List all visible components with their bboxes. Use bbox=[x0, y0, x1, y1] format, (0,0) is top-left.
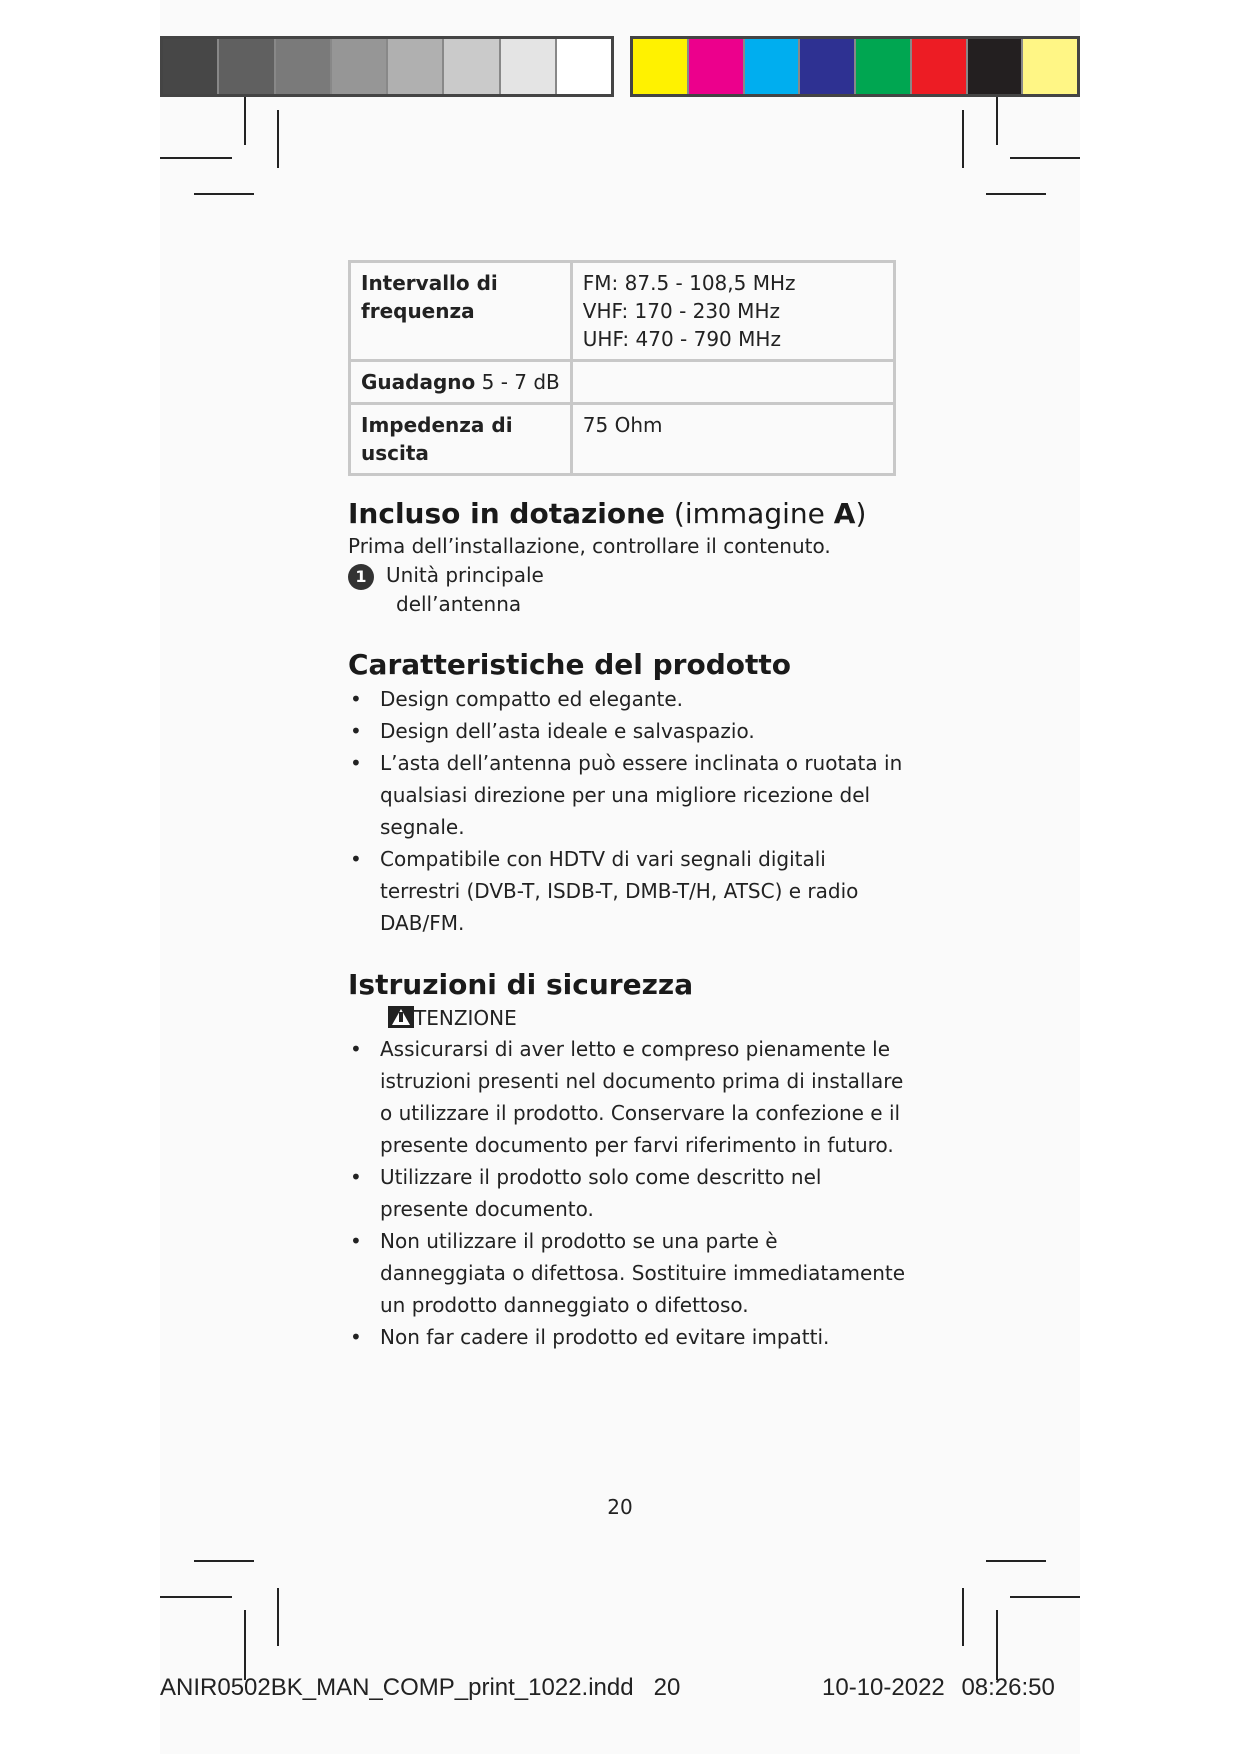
crop-mark bbox=[277, 110, 279, 168]
slug-timestamp bbox=[822, 1674, 1055, 1702]
warning-text: TENZIONE bbox=[414, 1006, 517, 1030]
crop-mark bbox=[194, 193, 254, 195]
features-list bbox=[348, 683, 908, 939]
gray-swatch bbox=[444, 39, 500, 94]
color-swatch bbox=[633, 39, 689, 94]
color-swatch bbox=[689, 39, 745, 94]
crop-mark bbox=[160, 157, 232, 159]
spec-key: Intervallo di frequenza bbox=[350, 262, 572, 361]
crop-mark bbox=[962, 1588, 964, 1646]
crop-mark bbox=[160, 1596, 232, 1598]
list-item: • L’asta dell’antenna può essere inclinata o ruotata in qualsiasi direzione per una migliore ricezione del segnale. bbox=[350, 751, 903, 839]
table-row bbox=[350, 361, 895, 404]
color-swatch bbox=[856, 39, 912, 94]
list-item-text: Utilizzare il prodotto solo come descritto nel presente documento. bbox=[380, 1165, 822, 1221]
slug-date: 10-10-2022 bbox=[822, 1674, 945, 1701]
table-row bbox=[350, 262, 895, 361]
list-item-text: L’asta dell’antenna può essere inclinata o ruotata in qualsiasi direzione per una migliore ricezione del segnale. bbox=[380, 751, 903, 839]
color-swatch bbox=[912, 39, 968, 94]
gray-swatch bbox=[276, 39, 332, 94]
spec-value-line: VHF: 170 - 230 MHz bbox=[582, 299, 780, 323]
crop-mark bbox=[986, 193, 1046, 195]
spec-key bbox=[350, 361, 572, 404]
table-row bbox=[350, 404, 895, 475]
included-heading bbox=[348, 496, 908, 532]
page-number: 20 bbox=[607, 1495, 633, 1519]
spec-key: Impedenza di uscita bbox=[350, 404, 572, 475]
gray-swatch bbox=[332, 39, 388, 94]
slug-filename bbox=[160, 1674, 680, 1702]
crop-mark bbox=[986, 1560, 1046, 1562]
list-item-text: Design compatto ed elegante. bbox=[380, 687, 684, 711]
included-intro: Prima dell’installazione, controllare il contenuto. bbox=[348, 534, 831, 558]
grayscale-color-bar bbox=[160, 36, 614, 97]
crop-mark bbox=[1010, 1596, 1080, 1598]
color-swatch bbox=[1023, 39, 1077, 94]
process-color-bar bbox=[630, 36, 1080, 97]
warning-label bbox=[388, 1003, 908, 1033]
crop-mark bbox=[962, 110, 964, 168]
safety-heading: Istruzioni di sicurezza bbox=[348, 968, 694, 1001]
included-title-paren: (immagine bbox=[665, 497, 834, 530]
gray-swatch bbox=[219, 39, 275, 94]
list-item: • Non far cadere il prodotto ed evitare impatti. bbox=[350, 1325, 830, 1349]
spec-key-value: 5 - 7 dB bbox=[475, 370, 560, 394]
list-item: • Assicurarsi di aver letto e compreso pienamente le istruzioni presenti nel documento prima di installare o utilizzare il prodotto. Conservare la confezione e il presente documento per farvi riferimento in futuro. bbox=[350, 1037, 904, 1157]
color-swatch bbox=[800, 39, 856, 94]
list-item-text: Assicurarsi di aver letto e compreso pienamente le istruzioni presenti nel documento prima di installare o utilizzare il prodotto. Conservare la confezione e il presente documento per farvi riferimento in futuro. bbox=[380, 1037, 904, 1157]
list-item-text: Design dell’asta ideale e salvaspazio. bbox=[380, 719, 755, 743]
included-title: Incluso in dotazione bbox=[348, 497, 666, 530]
crop-mark bbox=[1010, 157, 1080, 159]
included-item bbox=[348, 561, 908, 590]
spec-key-label: Guadagno bbox=[361, 370, 476, 394]
crop-mark bbox=[277, 1588, 279, 1646]
gray-swatch bbox=[163, 39, 219, 94]
color-swatch bbox=[745, 39, 801, 94]
gray-swatch bbox=[501, 39, 557, 94]
spec-value bbox=[571, 262, 894, 361]
spec-value: 75 Ohm bbox=[571, 404, 894, 475]
page-content bbox=[348, 260, 908, 1353]
slug-file: ANIR0502BK_MAN_COMP_print_1022.indd 20 bbox=[160, 1674, 681, 1701]
crop-mark bbox=[244, 97, 246, 145]
list-item-text: Non far cadere il prodotto ed evitare impatti. bbox=[380, 1325, 830, 1349]
list-item: • Utilizzare il prodotto solo come descritto nel presente documento. bbox=[350, 1165, 822, 1221]
spec-value-line: FM: 87.5 - 108,5 MHz bbox=[582, 271, 796, 295]
slug-time: 08:26:50 bbox=[961, 1674, 1055, 1701]
crop-mark bbox=[244, 1610, 246, 1680]
safety-list bbox=[348, 1033, 908, 1353]
color-swatch bbox=[968, 39, 1024, 94]
list-item-text: Compatibile con HDTV di vari segnali digitali terrestri (DVB-T, ISDB-T, DMB-T/H, ATSC) e radio DAB/FM. bbox=[380, 847, 859, 935]
gray-swatch bbox=[557, 39, 611, 94]
item-number-badge: 1 bbox=[348, 564, 374, 590]
included-title-figure: A bbox=[833, 497, 856, 530]
included-title-paren-close: ) bbox=[855, 497, 867, 530]
included-item-line1: Unità principale bbox=[386, 563, 544, 587]
list-item-text: Non utilizzare il prodotto se una parte è danneggiata o difettosa. Sostituire immediatamente un prodotto danneggiato o difettoso. bbox=[380, 1229, 906, 1317]
crop-mark bbox=[194, 1560, 254, 1562]
included-item-line2: dell’antenna bbox=[396, 592, 522, 616]
list-item: • Compatibile con HDTV di vari segnali digitali terrestri (DVB-T, ISDB-T, DMB-T/H, ATSC) e radio DAB/FM. bbox=[350, 847, 859, 935]
spec-table bbox=[348, 260, 896, 476]
features-heading: Caratteristiche del prodotto bbox=[348, 648, 791, 681]
list-item: • Non utilizzare il prodotto se una parte è danneggiata o difettosa. Sostituire immediatamente un prodotto danneggiato o difettoso. bbox=[350, 1229, 906, 1317]
warning-triangle-icon bbox=[388, 1006, 414, 1028]
spec-value bbox=[571, 361, 894, 404]
spec-value-line: UHF: 470 - 790 MHz bbox=[582, 327, 781, 351]
crop-mark bbox=[996, 97, 998, 145]
gray-swatch bbox=[388, 39, 444, 94]
crop-mark bbox=[996, 1610, 998, 1680]
list-item: • Design compatto ed elegante. bbox=[350, 687, 684, 711]
list-item: • Design dell’asta ideale e salvaspazio. bbox=[350, 719, 755, 743]
